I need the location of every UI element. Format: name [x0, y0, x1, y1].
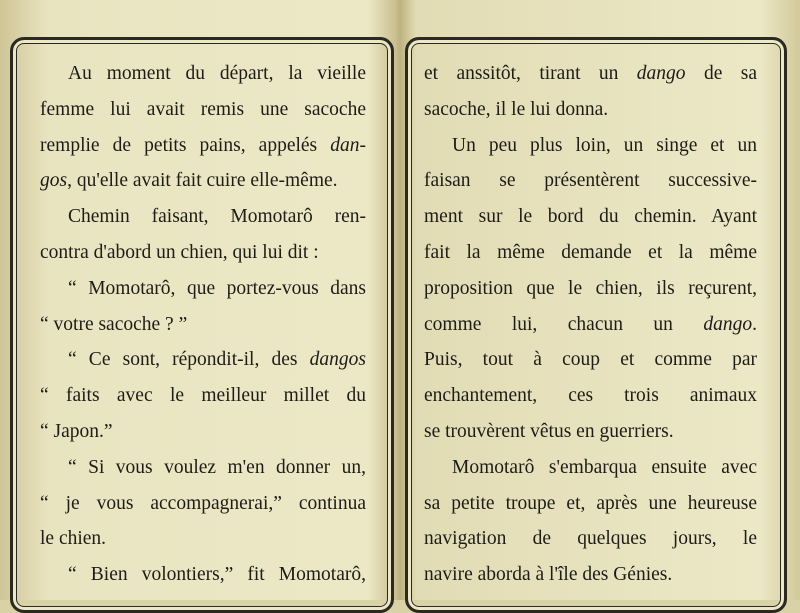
text-line: “ Ce sont, répondit-il, des dangos [68, 349, 366, 371]
text-line: se trouvèrent vêtus en guerriers. [424, 420, 674, 442]
text-line: remplie de petits pains, appelés dan- [40, 134, 366, 156]
text-line: Puis, tout à coup et comme par [424, 349, 757, 371]
text-line: “ Momotarô, que portez-vous dans [68, 277, 366, 299]
text-line: femme lui avait remis une sacoche [40, 98, 366, 120]
text-line: “ Japon.” [40, 420, 113, 442]
text-line: fait la même demande et la même [424, 241, 757, 263]
text-line: Momotarô s'embarqua ensuite avec [452, 456, 757, 478]
text-line: comme lui, chacun un dango. [424, 313, 757, 335]
text-line: “ je vous accompagnerai,” continua [40, 492, 366, 514]
text-line: “ Bien volontiers,” fit Momotarô, [68, 564, 366, 586]
left-page-text [40, 56, 366, 593]
text-line: sa petite troupe et, après une heureuse [424, 492, 757, 514]
text-line: navire aborda à l'île des Génies. [424, 564, 673, 586]
text-line: et anssitôt, tirant un dango de sa [424, 63, 757, 84]
text-line: Chemin faisant, Momotarô ren- [68, 206, 366, 228]
left-page [0, 0, 398, 600]
text-line: “ faits avec le meilleur millet du [40, 385, 366, 407]
right-page-text [424, 56, 757, 593]
text-line: gos, qu'elle avait fait cuire elle-même. [40, 170, 338, 192]
text-line: faisan se présentèrent successive- [424, 170, 757, 192]
text-line: proposition que le chien, ils reçurent, [424, 277, 757, 299]
text-line: sacoche, il le lui donna. [424, 98, 609, 120]
text-line: “ votre sacoche ? ” [40, 313, 188, 335]
text-line: navigation de quelques jours, le [424, 528, 757, 550]
right-page [402, 0, 800, 600]
text-line: contra d'abord un chien, qui lui dit : [40, 241, 319, 263]
text-line: “ Si vous voulez m'en donner un, [68, 456, 366, 478]
text-line: enchantement, ces trois animaux [424, 385, 757, 407]
text-line: Un peu plus loin, un singe et un [452, 134, 757, 156]
text-line: ment sur le bord du chemin. Ayant [424, 206, 757, 228]
text-line: Au moment du départ, la vieille [68, 63, 366, 84]
text-line: le chien. [40, 528, 107, 550]
